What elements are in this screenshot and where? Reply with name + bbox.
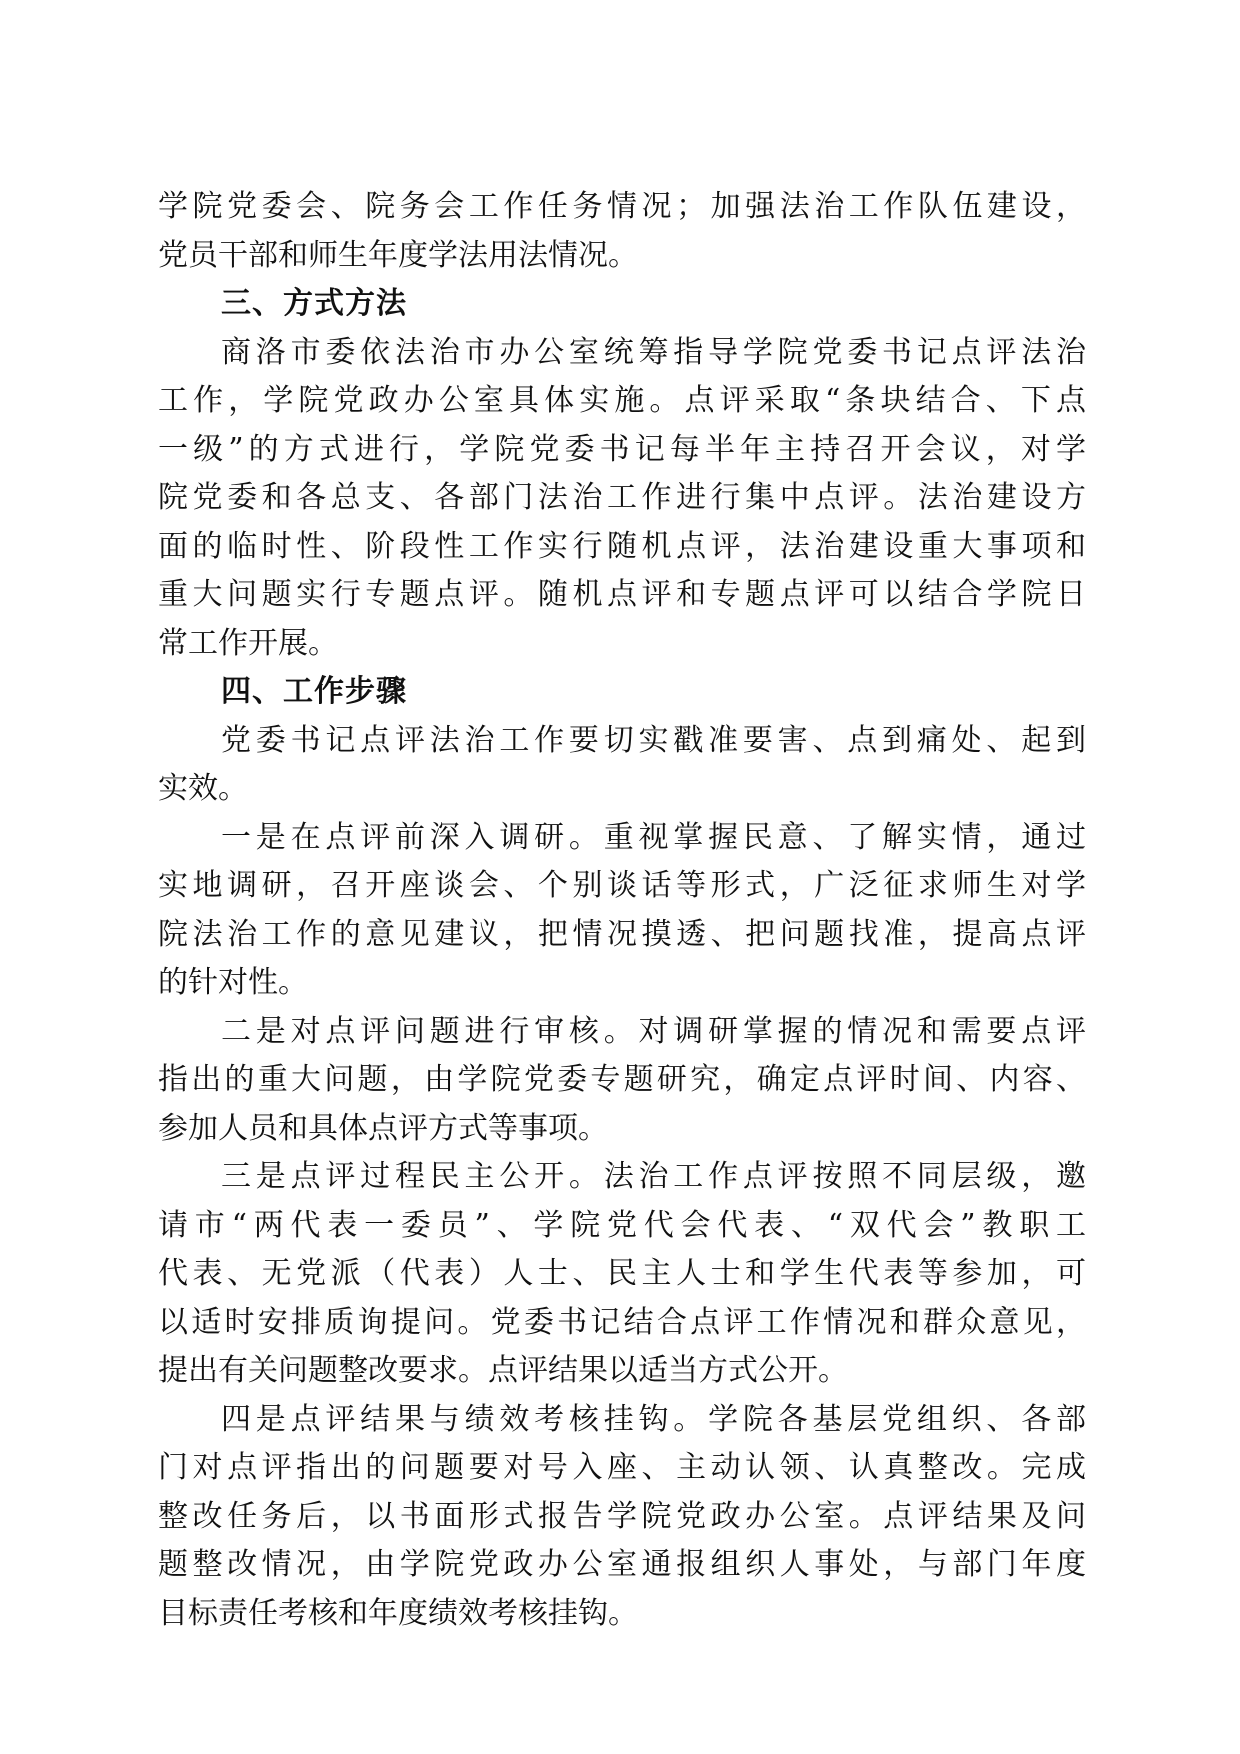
paragraph-first-line: 四是点评结果与绩效考核挂钩。学院各基层党组织、各部 <box>221 1401 1086 1437</box>
body-line: 党员干部和师生年度学法用法情况。 <box>158 237 638 273</box>
body-line: 请市“两代表一委员”、学院党代会代表、“双代会”教职工 <box>158 1207 1086 1243</box>
paragraph-first-line: 党委书记点评法治工作要切实戳准要害、点到痛处、起到 <box>221 722 1086 758</box>
body-line: 院党委和各总支、各部门法治工作进行集中点评。法治建设方 <box>158 480 1086 515</box>
body-line: 常工作开展。 <box>158 625 338 661</box>
paragraph-first-line: 商洛市委依法治市办公室统筹指导学院党委书记点评法治 <box>221 334 1086 370</box>
body-line: 工作，学院党政办公室具体实施。点评采取“条块结合、下点 <box>158 383 1086 418</box>
body-line: 一级”的方式进行，学院党委书记每半年主持召开会议，对学 <box>158 431 1086 467</box>
document-page <box>158 183 1086 1638</box>
body-line: 以适时安排质询提问。党委书记结合点评工作情况和群众意见， <box>158 1304 1086 1340</box>
body-line: 参加人员和具体点评方式等事项。 <box>158 1110 608 1146</box>
body-line: 目标责任考核和年度绩效考核挂钩。 <box>158 1595 638 1631</box>
paragraph-first-line: 一是在点评前深入调研。重视掌握民意、了解实情，通过 <box>221 819 1086 855</box>
section-heading: 三、方式方法 <box>221 286 407 321</box>
body-line: 门对点评指出的问题要对号入座、主动认领、认真整改。完成 <box>158 1450 1086 1485</box>
body-line: 面的临时性、阶段性工作实行随机点评，法治建设重大事项和 <box>158 528 1086 564</box>
body-line: 实地调研，召开座谈会、个别谈话等形式，广泛征求师生对学 <box>158 868 1086 903</box>
body-line: 的针对性。 <box>158 965 308 1000</box>
paragraph-first-line: 三是点评过程民主公开。法治工作点评按照不同层级，邀 <box>221 1159 1086 1194</box>
section-heading: 四、工作步骤 <box>221 674 407 709</box>
body-line: 代表、无党派（代表）人士、民主人士和学生代表等参加，可 <box>158 1256 1086 1291</box>
body-line: 院法治工作的意见建议，把情况摸透、把问题找准，提高点评 <box>158 916 1086 952</box>
paragraph-first-line: 二是对点评问题进行审核。对调研掌握的情况和需要点评 <box>221 1013 1086 1049</box>
body-line: 实效。 <box>158 771 248 806</box>
body-line: 提出有关问题整改要求。点评结果以适当方式公开。 <box>158 1353 848 1388</box>
body-line: 指出的重大问题，由学院党委专题研究，确定点评时间、内容、 <box>158 1062 1086 1097</box>
body-line: 题整改情况，由学院党政办公室通报组织人事处，与部门年度 <box>158 1547 1086 1582</box>
body-line: 学院党委会、院务会工作任务情况；加强法治工作队伍建设， <box>158 189 1086 224</box>
body-line: 重大问题实行专题点评。随机点评和专题点评可以结合学院日 <box>158 577 1086 612</box>
body-line: 整改任务后，以书面形式报告学院党政办公室。点评结果及问 <box>158 1498 1086 1534</box>
